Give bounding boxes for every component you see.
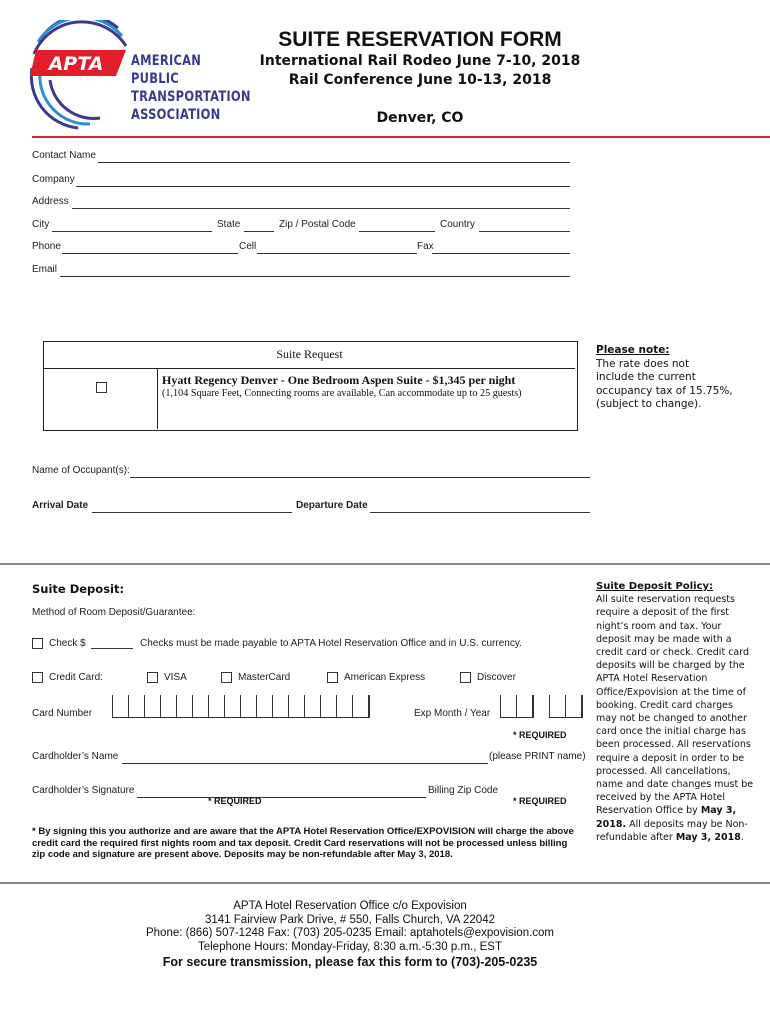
- event-location: Denver, CO: [376, 110, 464, 126]
- cardholder-signature-label: Cardholder’s Signature: [32, 785, 135, 796]
- footer-line-4: Telephone Hours: Monday-Friday, 8:30 a.m.-5:30 p.m., EST: [197, 940, 503, 953]
- suite-request-title: Suite Request: [276, 347, 343, 361]
- apta-logo: [28, 20, 133, 132]
- suite-option-title: Hyatt Regency Denver - One Bedroom Aspen Suite - $1,345 per night: [162, 373, 516, 387]
- cell-field[interactable]: [257, 243, 417, 254]
- cardholder-name-label: Cardholder’s Name: [32, 751, 119, 762]
- signature-required-note: * REQUIRED: [208, 796, 262, 806]
- check-checkbox[interactable]: [32, 638, 43, 649]
- country-label: Country: [440, 219, 476, 230]
- amex-label: American Express: [344, 672, 426, 683]
- exp-year-boxes[interactable]: [549, 694, 583, 718]
- exp-label: Exp Month / Year: [414, 708, 491, 719]
- note-body: The rate does not include the current occupancy tax of 15.75%, (subject to change).: [596, 358, 733, 410]
- footer-contact: [80, 900, 620, 970]
- event-line-2: Rail Conference June 10-13, 2018: [288, 72, 552, 88]
- cell-label: Cell: [239, 241, 257, 252]
- header-divider: [32, 136, 770, 138]
- suite-option-checkbox[interactable]: [96, 382, 107, 393]
- zip-required-note: * REQUIRED: [513, 796, 567, 806]
- footer-divider: [0, 882, 770, 884]
- zip-label: Zip / Postal Code: [279, 219, 356, 230]
- exp-month-boxes[interactable]: [500, 694, 534, 718]
- footer-fax-line: For secure transmission, please fax this form to (703)-205-0235: [162, 955, 538, 969]
- cardholder-name-field[interactable]: [122, 753, 488, 764]
- address-field[interactable]: [72, 198, 570, 209]
- state-field[interactable]: [244, 221, 274, 232]
- check-note: Checks must be made payable to APTA Hotel Reservation Office and in U.S. currency.: [140, 638, 522, 649]
- city-label: City: [32, 219, 50, 230]
- occupants-label: Name of Occupant(s):: [32, 465, 130, 476]
- country-field[interactable]: [479, 221, 570, 232]
- footer-line-2: 3141 Fairview Park Drive, # 550, Falls Church, VA 22042: [205, 913, 495, 926]
- discover-checkbox[interactable]: [460, 672, 471, 683]
- contact-name-field[interactable]: [98, 152, 570, 163]
- policy-title: Suite Deposit Policy:: [596, 581, 714, 592]
- credit-card-label: Credit Card:: [49, 672, 103, 683]
- check-label: Check $: [49, 638, 86, 649]
- company-field[interactable]: [76, 176, 570, 187]
- section-divider: [0, 563, 770, 565]
- amex-checkbox[interactable]: [327, 672, 338, 683]
- mastercard-label: MasterCard: [238, 672, 291, 683]
- policy-body: All suite reservation requests require a deposit of the first night’s room and tax. Your deposit may be made with a credit card or check. Credit card deposits will be charged by the APTA Hotel Reservation Office/Expovision at the time of booking. Credit card charges may not be changed to another card once the initial charge has been processed. All reservations require a deposit in order to be processed. All cancellations, name and date changes must be received by the APTA Hotel Reservation Office by May 3, 2018. All deposits may be Non-refundable after May 3, 2018.: [596, 594, 754, 843]
- address-label: Address: [32, 196, 69, 207]
- print-note: (please PRINT name): [489, 751, 586, 762]
- event-line-1: International Rail Rodeo June 7-10, 2018: [259, 53, 581, 69]
- arrival-label: Arrival Date: [32, 500, 89, 511]
- visa-label: VISA: [164, 672, 187, 683]
- visa-checkbox[interactable]: [147, 672, 158, 683]
- logo-mark-text: APTA: [48, 53, 104, 75]
- city-field[interactable]: [52, 221, 212, 232]
- suite-option-detail: (1,104 Square Feet, Connecting rooms are available, Can accommodate up to 25 guests): [162, 388, 522, 399]
- company-label: Company: [32, 174, 75, 185]
- check-amount-field[interactable]: [91, 638, 133, 649]
- card-number-label: Card Number: [32, 708, 93, 719]
- credit-card-checkbox[interactable]: [32, 672, 43, 683]
- cardholder-signature-field[interactable]: [137, 787, 426, 798]
- card-number-boxes[interactable]: [112, 694, 370, 718]
- zip-field[interactable]: [359, 221, 435, 232]
- fax-label: Fax: [417, 241, 434, 252]
- departure-field[interactable]: [370, 502, 590, 513]
- note-title: Please note:: [596, 344, 670, 356]
- deposit-policy: [596, 580, 756, 844]
- contact-name-label: Contact Name: [32, 150, 96, 161]
- deposit-method-label: Method of Room Deposit/Guarantee:: [32, 607, 196, 618]
- departure-label: Departure Date: [296, 500, 368, 511]
- fax-field[interactable]: [432, 243, 570, 254]
- footer-line-1: APTA Hotel Reservation Office c/o Expovision: [233, 900, 467, 912]
- suite-table-divider: [157, 368, 158, 429]
- org-name: AMERICAN PUBLIC TRANSPORTATION ASSOCIATION: [131, 53, 251, 123]
- occupants-field[interactable]: [130, 467, 590, 478]
- form-title: SUITE RESERVATION FORM: [278, 28, 562, 51]
- arrival-field[interactable]: [92, 502, 292, 513]
- deposit-title: Suite Deposit:: [32, 582, 125, 596]
- discover-label: Discover: [477, 672, 516, 683]
- email-field[interactable]: [60, 266, 570, 277]
- email-label: Email: [32, 264, 58, 275]
- card-required-note: * REQUIRED: [513, 730, 567, 740]
- mastercard-checkbox[interactable]: [221, 672, 232, 683]
- phone-label: Phone: [32, 241, 61, 252]
- authorization-text: * By signing this you authorize and are aware that the APTA Hotel Reservation Office/EXPOVISION will charge the above credit card the required first nights room and tax deposit. Credit Card reservations will not be processed unless billing zip code and signature are present above. Deposits may be non-refundable after May 3, 2018.: [32, 826, 574, 860]
- footer-line-3: Phone: (866) 507-1248 Fax: (703) 205-0235 Email: aptahotels@expovision.com: [145, 927, 555, 939]
- state-label: State: [217, 219, 241, 230]
- billing-zip-label: Billing Zip Code: [428, 785, 499, 796]
- phone-field[interactable]: [62, 243, 238, 254]
